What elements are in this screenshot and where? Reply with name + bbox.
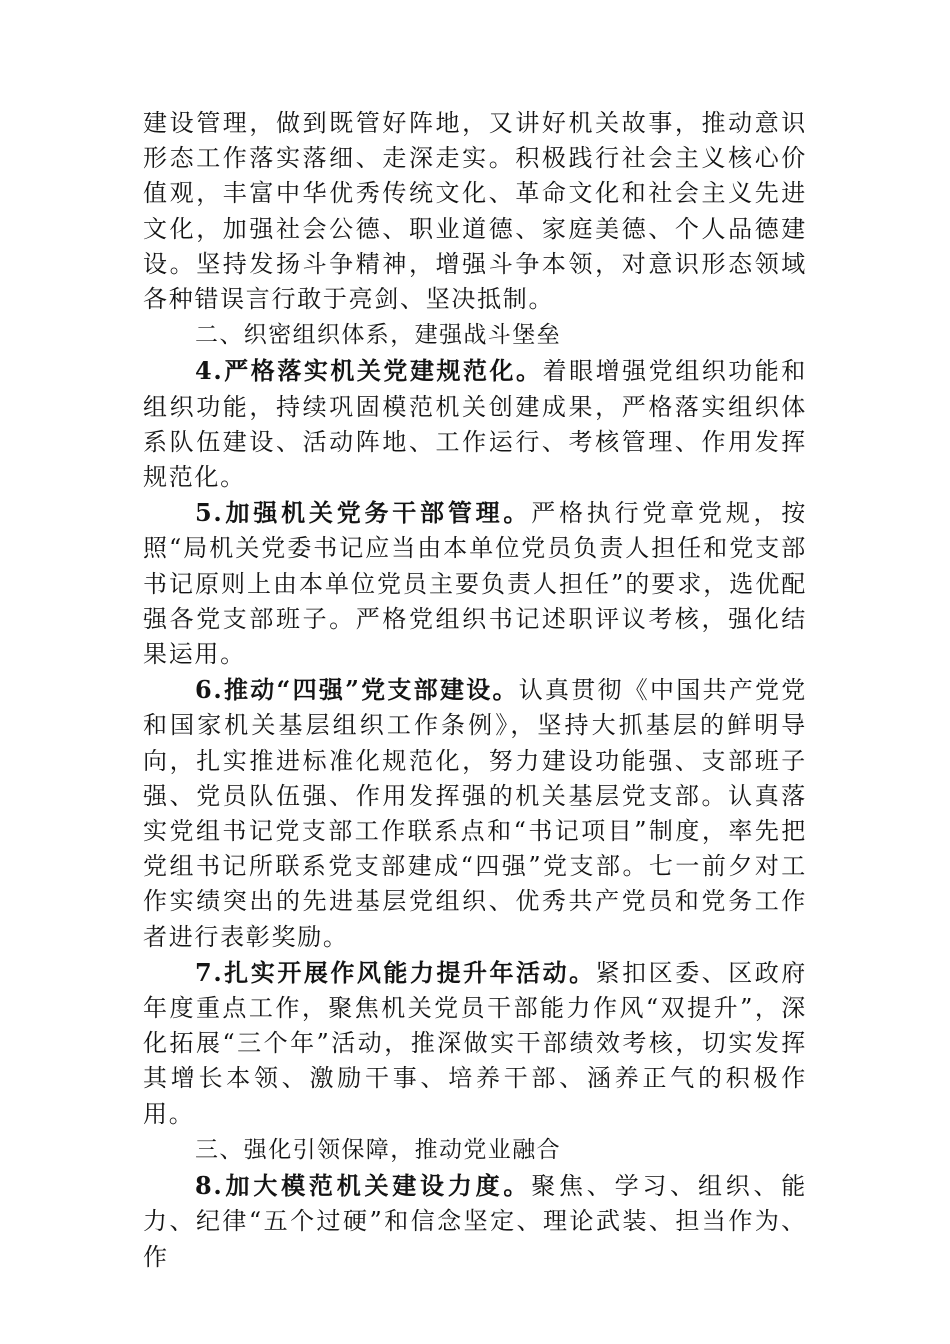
item-5-body: 严格执行党章党规，按照“局机关党委书记应当由本单位党员负责人担任和党支部书记原则上由本单位党员主要负责人担任”的要求，选优配强各党支部班子。严格党组织书记述职评议考核，强化结果运用。 (143, 499, 808, 669)
item-4-body: 着眼增强党组织功能和组织功能，持续巩固模范机关创建成果，严格落实组织体系队伍建设、活动阵地、工作运行、考核管理、作用发挥规范化。 (143, 357, 807, 492)
item-6-paragraph (143, 672, 807, 955)
section-heading-3 (143, 1132, 807, 1168)
item-7-lead: 7.扎实开展作风能力提升年活动。 (195, 957, 596, 987)
item-8-paragraph (143, 1168, 807, 1275)
item-4-paragraph (143, 353, 807, 495)
section-heading-3-text: 三、强化引领保障，推动党业融合 (195, 1136, 561, 1163)
item-8-body: 聚焦、学习、组织、能力、纪律“五个过硬”和信念坚定、理论武装、担当作为、作 (143, 1172, 808, 1271)
item-5-paragraph (143, 495, 807, 672)
document-page (143, 106, 807, 1275)
item-8-lead: 8.加大模范机关建设力度。 (195, 1171, 532, 1201)
section-heading-2-text: 二、织密组织体系，建强战斗堡垒 (195, 322, 561, 349)
intro-paragraph: 建设管理，做到既管好阵地，又讲好机关故事，推动意识形态工作落实落细、走深走实。积极践行社会主义核心价值观，丰富中华优秀传统文化、革命文化和社会主义先进文化，加强社会公德、职业道德、家庭美德、个人品德建设。坚持发扬斗争精神，增强斗争本领，对意识形态领域各种错误言行敢于亮剑、坚决抵制。 (143, 109, 807, 314)
item-7-paragraph (143, 955, 807, 1132)
item-6-lead: 6.推动“四强”党支部建设。 (195, 675, 519, 705)
item-5-lead: 5.加强机关党务干部管理。 (195, 498, 532, 528)
item-4-lead: 4.严格落实机关党建规范化。 (195, 356, 543, 386)
section-heading-2 (143, 317, 807, 353)
item-6-body: 认真贯彻《中国共产党党和国家机关基层组织工作条例》，坚持大抓基层的鲜明导向，扎实推进标准化规范化，努力建设功能强、支部班子强、党员队伍强、作用发挥强的机关基层党支部。认真落实党组书记党支部工作联系点和“书记项目”制度，率先把党组书记所联系党支部建成“四强”党支部。七一前夕对工作实绩突出的先进基层党组织、优秀共产党员和党务工作者进行表彰奖励。 (143, 676, 807, 951)
item-7-body: 紧扣区委、区政府年度重点工作，聚焦机关党员干部能力作风“双提升”，深化拓展“三个年”活动，推深做实干部绩效考核，切实发挥其增长本领、激励干事、培养干部、涵养正气的积极作用。 (143, 958, 807, 1128)
